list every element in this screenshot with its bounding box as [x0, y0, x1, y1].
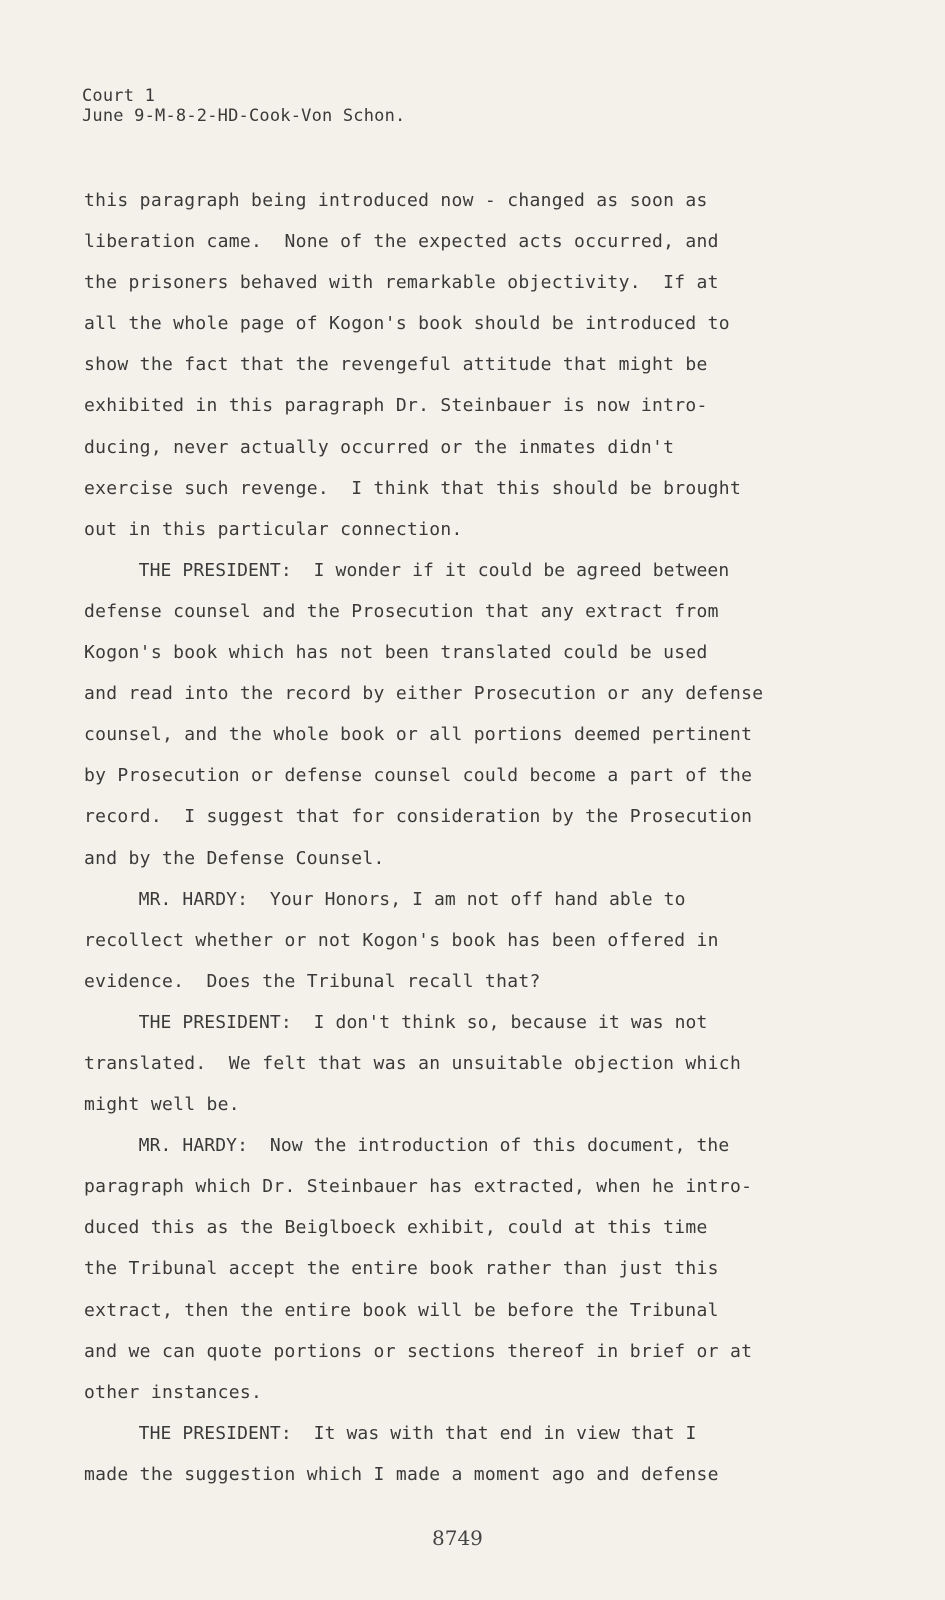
transcript-line: defense counsel and the Prosecution that any extract from: [84, 600, 719, 622]
transcript-line: counsel, and the whole book or all portions deemed pertinent: [84, 724, 753, 746]
transcript-line: this paragraph being introduced now - changed as soon as: [84, 190, 708, 211]
transcript-line: the prisoners behaved with remarkable objectivity. If at: [84, 272, 719, 294]
speaker-line-president: THE PRESIDENT: I wonder if it could be agreed between: [84, 559, 730, 581]
transcript-line: translated. We felt that was an unsuitable objection which: [84, 1052, 742, 1074]
transcript-body: [84, 180, 824, 1495]
transcript-line: liberation came. None of the expected acts occurred, and: [84, 231, 719, 253]
transcript-line: made the suggestion which I made a moment ago and defense: [84, 1463, 719, 1485]
speaker-line-president: THE PRESIDENT: It was with that end in view that I: [84, 1422, 697, 1444]
transcript-line: the Tribunal accept the entire book rather than just this: [84, 1258, 719, 1280]
transcript-line: out in this particular connection.: [84, 518, 463, 540]
transcript-line: extract, then the entire book will be before the Tribunal: [84, 1299, 719, 1321]
transcript-line: exhibited in this paragraph Dr. Steinbauer is now intro-: [84, 395, 708, 417]
transcript-line: duced this as the Beiglboeck exhibit, could at this time: [84, 1217, 708, 1239]
transcript-line: recollect whether or not Kogon's book has been offered in: [84, 929, 719, 951]
speaker-line-president: THE PRESIDENT: I don't think so, because it was not: [84, 1011, 708, 1033]
transcript-line: and by the Defense Counsel.: [84, 847, 385, 869]
page-number: 8749: [432, 1526, 483, 1550]
transcript-line: and we can quote portions or sections thereof in brief or at: [84, 1340, 753, 1362]
transcript-line: and read into the record by either Prosecution or any defense: [84, 683, 764, 705]
header-date-line: June 9-M-8-2-HD-Cook-Von Schon.: [82, 106, 406, 126]
transcript-line: exercise such revenge. I think that this should be brought: [84, 477, 742, 499]
header-court-line: Court 1: [82, 86, 156, 106]
transcript-line: Kogon's book which has not been translated could be used: [84, 642, 708, 664]
speaker-line-hardy: MR. HARDY: Now the introduction of this document, the: [84, 1135, 730, 1157]
transcript-line: show the fact that the revengeful attitude that might be: [84, 354, 708, 376]
transcript-line: paragraph which Dr. Steinbauer has extracted, when he intro-: [84, 1176, 753, 1198]
document-header: [82, 86, 405, 126]
transcript-line: might well be.: [84, 1094, 240, 1116]
transcript-line: ducing, never actually occurred or the inmates didn't: [84, 436, 675, 458]
transcript-line: evidence. Does the Tribunal recall that?: [84, 970, 541, 992]
transcript-line: by Prosecution or defense counsel could become a part of the: [84, 765, 753, 787]
speaker-line-hardy: MR. HARDY: Your Honors, I am not off hand able to: [84, 888, 686, 910]
transcript-line: all the whole page of Kogon's book should be introduced to: [84, 313, 730, 335]
transcript-line: other instances.: [84, 1381, 263, 1403]
transcript-line: record. I suggest that for consideration by the Prosecution: [84, 806, 753, 828]
